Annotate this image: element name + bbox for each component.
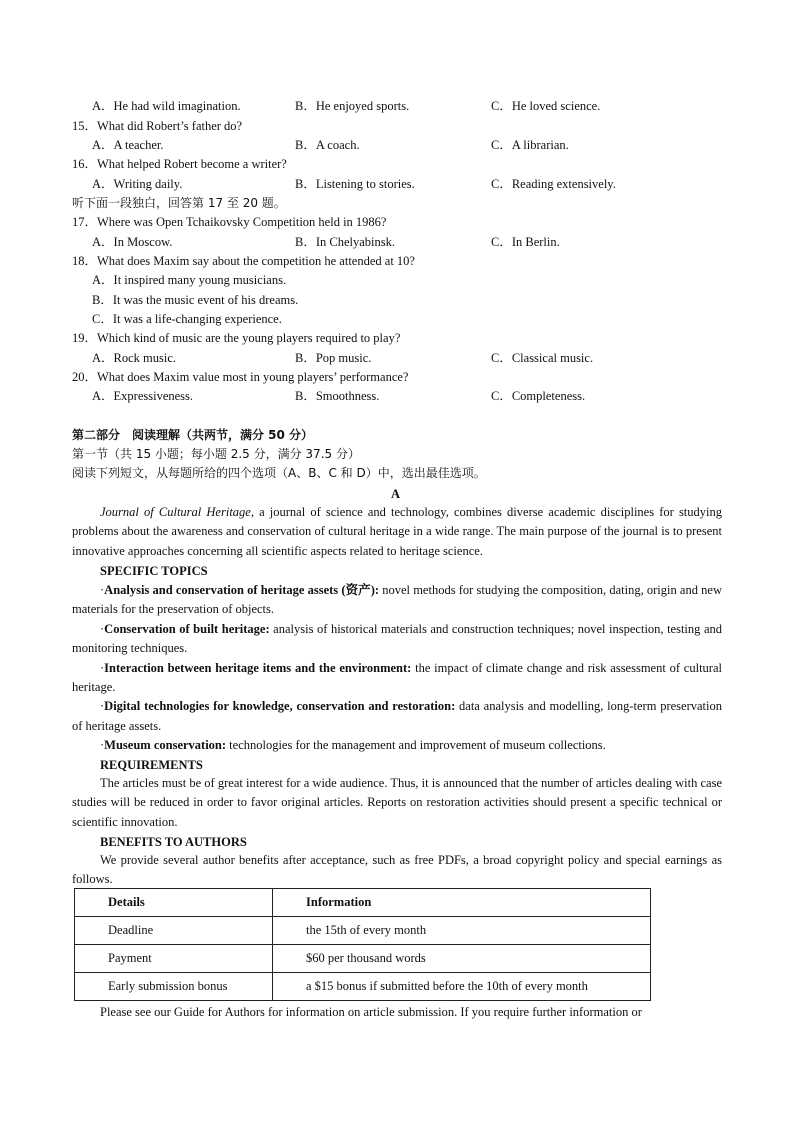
q17-option-b[interactable]: B．In Chelyabinsk. [295,235,395,249]
table-cell: the 15th of every month [273,917,651,945]
part-two-title: 第二部分 阅读理解（共两节，满分 50 分） [72,428,314,442]
q16-option-c[interactable]: C．Reading extensively. [491,177,616,191]
table-row [75,945,651,973]
topic-label: Analysis and conservation of heritage assets (资产): [104,583,380,597]
topic-text: technologies for the management and improvement of museum collections. [226,738,606,753]
q17-option-a[interactable]: A．In Moscow. [92,235,173,249]
q20-stem: 20．What does Maxim value most in young players’ performance? [72,370,409,384]
table-cell: $60 per thousand words [273,945,651,973]
q17-option-c[interactable]: C．In Berlin. [491,235,560,249]
topics-heading: SPECIFIC TOPICS [100,564,208,578]
reading-instruction: 阅读下列短文，从每题所给的四个选项（A、B、C 和 D）中，选出最佳选项。 [72,466,486,480]
topic-label: Digital technologies for knowledge, conservation and restoration: [104,699,456,714]
q16-option-a[interactable]: A．Writing daily. [92,177,183,191]
passage-letter: A [391,487,401,501]
requirements-heading: REQUIREMENTS [100,758,203,772]
q14-option-b[interactable]: B．He enjoyed sports. [295,99,410,113]
q14-option-a[interactable]: A．He had wild imagination. [92,99,241,113]
topic-text: the impact of climate change and risk assessment of cultural heritage. [72,660,722,695]
q17-stem: 17．Where was Open Tchaikovsky Competition held in 1986? [72,215,387,229]
requirements-text: The articles must be of great interest for a wide audience. Thus, it is announced that the number of articles dealing with case studies will be reduced in order to favor original articles. Reports on restoration activities should present a specific technical or scientific innovation. [72,776,722,829]
listening-instruction: 听下面一段独白，回答第 17 至 20 题。 [72,196,286,210]
table-row [75,917,651,945]
topic-label: Interaction between heritage items and the environment: [104,660,412,675]
q19-option-a[interactable]: A．Rock music. [92,351,177,365]
q19-option-b[interactable]: B．Pop music. [295,351,372,365]
topics-list [72,581,722,756]
table-header-row [75,889,651,917]
q20-option-c[interactable]: C．Completeness. [491,389,586,403]
q18-option-c[interactable]: C．It was a life-changing experience. [92,312,282,326]
q18-option-b[interactable]: B．It was the music event of his dreams. [92,293,299,307]
topic-item: ·Digital technologies for knowledge, conservation and restoration: data analysis and modelling, long-term preservation of heritage assets. [72,699,723,733]
intro-text: , a journal of science and technology, combines diverse academic disciplines for studying problems about the awareness and conservation of cultural heritage in a wide range. The main purpose of the journal is to present innovative approaches concerning all scientific aspects related to heritage science. [72,505,722,558]
table-cell: Deadline [75,917,273,945]
q16-option-b[interactable]: B．Listening to stories. [295,177,415,191]
topic-item: ·Analysis and conservation of heritage assets (资产): novel methods for studying the composition, dating, origin and new materials for the preservation of objects. [72,583,722,617]
table-cell: Payment [75,945,273,973]
table-row [75,973,651,1001]
q15-option-c[interactable]: C．A librarian. [491,138,569,152]
topic-label: Conservation of built heritage: [104,621,270,636]
topic-item: ·Interaction between heritage items and the environment: the impact of climate change and risk assessment of cultural heritage. [72,660,722,695]
topic-item: ·Museum conservation: technologies for the management and improvement of museum collections. [100,738,606,753]
benefits-text: We provide several author benefits after acceptance, such as free PDFs, a broad copyright policy and special earnings as follows. [72,853,722,887]
q18-option-a[interactable]: A．It inspired many young musicians. [92,273,287,287]
topic-text: data analysis and modelling, long-term preservation of heritage assets. [72,699,723,733]
q15-stem: 15．What did Robert’s father do? [72,119,243,133]
q18-stem: 18．What does Maxim say about the competition he attended at 10? [72,254,415,268]
journal-title: Journal of Cultural Heritage [100,505,251,519]
table-cell: Early submission bonus [75,973,273,1001]
closing-paragraph [72,1003,722,1022]
benefits-table [74,888,651,1001]
table-header-details: Details [75,889,273,917]
benefits-heading: BENEFITS TO AUTHORS [100,835,247,849]
q19-stem: 19．Which kind of music are the young players required to play? [72,331,401,345]
table-cell: a $15 bonus if submitted before the 10th of every month [273,973,651,1001]
section-one-title: 第一节（共 15 小题；每小题 2.5 分，满分 37.5 分） [72,447,360,461]
topic-item: ·Conservation of built heritage: analysis of historical materials and construction techniques; novel inspection, testing and monitoring techniques. [72,621,722,656]
benefits-paragraph [72,851,722,890]
passage-intro [72,503,722,561]
q16-stem: 16．What helped Robert become a writer? [72,157,287,171]
requirements-paragraph [72,774,722,832]
topic-label: Museum conservation: [104,738,227,753]
topic-text: novel methods for studying the composition, dating, origin and new materials for the preservation of objects. [72,583,722,617]
q15-option-a[interactable]: A．A teacher. [92,138,164,152]
q15-option-b[interactable]: B．A coach. [295,138,360,152]
q20-option-a[interactable]: A．Expressiveness. [92,389,194,403]
topic-text: analysis of historical materials and construction techniques; novel inspection, testing and monitoring techniques. [72,621,722,656]
table-header-information: Information [273,889,651,917]
q19-option-c[interactable]: C．Classical music. [491,351,594,365]
closing-text: Please see our Guide for Authors for information on article submission. If you require further information or [100,1005,642,1019]
q14-option-c[interactable]: C．He loved science. [491,99,601,113]
q20-option-b[interactable]: B．Smoothness. [295,389,380,403]
